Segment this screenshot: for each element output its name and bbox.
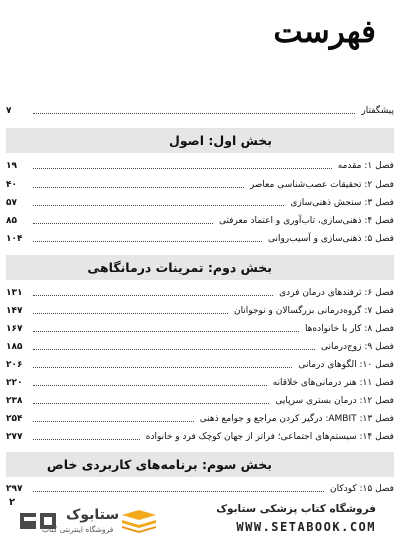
toc-entry[interactable]: [6, 373, 394, 389]
toc-entry[interactable]: [6, 479, 394, 495]
toc-entry[interactable]: [6, 409, 394, 425]
toc-entry-label: فصل ۳: سنجش ذهنی‌سازی: [290, 198, 394, 208]
leader-dots: [33, 421, 194, 422]
toc-entry-label: فصل ۱۱: هنر درمانی‌های خلاقانه: [272, 378, 394, 388]
leader-dots: [33, 331, 299, 332]
toc-entry-page: ۲۹۷: [6, 484, 23, 494]
leader-dots: [33, 295, 273, 296]
leader-dots: [33, 349, 315, 350]
toc-entry[interactable]: [6, 156, 394, 172]
toc-entry-label: فصل ۲: تحقیقات عصب‌شناسی معاصر: [249, 180, 394, 190]
toc-entry[interactable]: [6, 319, 394, 335]
leader-dots: [33, 168, 332, 169]
toc-entry-page: ۱۸۵: [6, 342, 23, 352]
section-heading-3: بخش سوم: برنامه‌های کاربردی خاص: [6, 452, 394, 477]
leader-dots: [33, 403, 269, 404]
page-title: فهرست: [273, 14, 376, 50]
toc-entry[interactable]: [6, 175, 394, 191]
toc-entry[interactable]: [6, 337, 394, 353]
toc-entry[interactable]: [6, 229, 394, 245]
brand-tagline: فروشگاه اینترنتی کتاب: [42, 525, 114, 534]
toc-entry-label: فصل ۷: گروه‌درمانی بزرگسالان و نوجوانان: [233, 306, 394, 316]
toc-entry-page: ۵۷: [6, 198, 17, 208]
shop-url-link[interactable]: WWW.SETABOOK.COM: [236, 520, 376, 534]
toc-entry-page: ۲۰۶: [6, 360, 23, 370]
section-heading-1: بخش اول: اصول: [6, 128, 394, 153]
leader-dots: [33, 187, 244, 188]
toc-entry-label: فصل ۱: مقدمه: [337, 161, 394, 171]
toc-entry-page: ۲۵۴: [6, 414, 23, 424]
toc-entry[interactable]: [6, 301, 394, 317]
leader-dots: [33, 223, 213, 224]
toc-entry-page: ۱۹: [6, 161, 17, 171]
toc-entry-page: ۲۳۸: [6, 396, 23, 406]
toc-entry-label: پیشگفتار: [361, 106, 394, 116]
toc-entry-label: فصل ۶: ترفندهای درمان فردی: [279, 288, 394, 298]
book-stack-icon: [120, 509, 158, 533]
leader-dots: [33, 205, 284, 206]
toc-entry[interactable]: [6, 427, 394, 443]
toc-entry-page: ۱۶۷: [6, 324, 23, 334]
leader-dots: [33, 241, 262, 242]
toc-entry-label: فصل ۴: ذهنی‌سازی، تاب‌آوری و اعتماد معرفتی: [218, 216, 394, 226]
toc-entry-page: ۴۰: [6, 180, 17, 190]
toc-entry-page: ۱۳۱: [6, 288, 23, 298]
toc-entry-label: فصل ۱۳: AMBIT: درگیر کردن مراجع و جوامع ذهنی: [199, 414, 394, 424]
toc-entry[interactable]: [6, 283, 394, 299]
leader-dots: [33, 367, 292, 368]
toc-entry-page: ۲۲۰: [6, 378, 23, 388]
toc-entry-label: فصل ۹: زوج‌درمانی: [321, 342, 394, 352]
toc-entry[interactable]: [6, 355, 394, 371]
page-number: ۲: [9, 497, 16, 508]
toc-entry[interactable]: [6, 193, 394, 209]
section-heading-2: بخش دوم: تمرینات درمانگاهی: [6, 255, 394, 280]
toc-entry-preface[interactable]: [6, 101, 394, 117]
toc-entry[interactable]: [6, 391, 394, 407]
brand-name: ستابوک: [66, 507, 120, 523]
toc-entry-page: ۲۷۷: [6, 432, 23, 442]
toc-entry-page: ۱۰۴: [6, 234, 23, 244]
toc-entry-label: فصل ۱۵: کودکان: [330, 484, 394, 494]
leader-dots: [33, 113, 355, 114]
toc-entry-label: فصل ۱۴: سیستم‌های اجتماعی؛ فراتر از جهان کوچک فرد و خانواده: [145, 432, 394, 442]
leader-dots: [33, 491, 324, 492]
leader-dots: [33, 385, 267, 386]
toc-entry-label: فصل ۱۰: الگوهای درمانی: [298, 360, 394, 370]
toc-entry-label: فصل ۵: ذهنی‌سازی و آسیب‌روانی: [267, 234, 394, 244]
toc-entry-page: ۷: [6, 106, 12, 116]
leader-dots: [33, 313, 228, 314]
toc-entry-label: فصل ۱۲: درمان بستری سرپایی: [275, 396, 394, 406]
toc-entry-label: فصل ۸: کار با خانواده‌ها: [304, 324, 394, 334]
shop-name: فروشگاه کتاب پزشکی ستابوک: [216, 503, 376, 515]
toc-entry-page: ۸۵: [6, 216, 17, 226]
toc-entry-page: ۱۴۷: [6, 306, 23, 316]
leader-dots: [33, 439, 140, 440]
toc-entry[interactable]: [6, 211, 394, 227]
